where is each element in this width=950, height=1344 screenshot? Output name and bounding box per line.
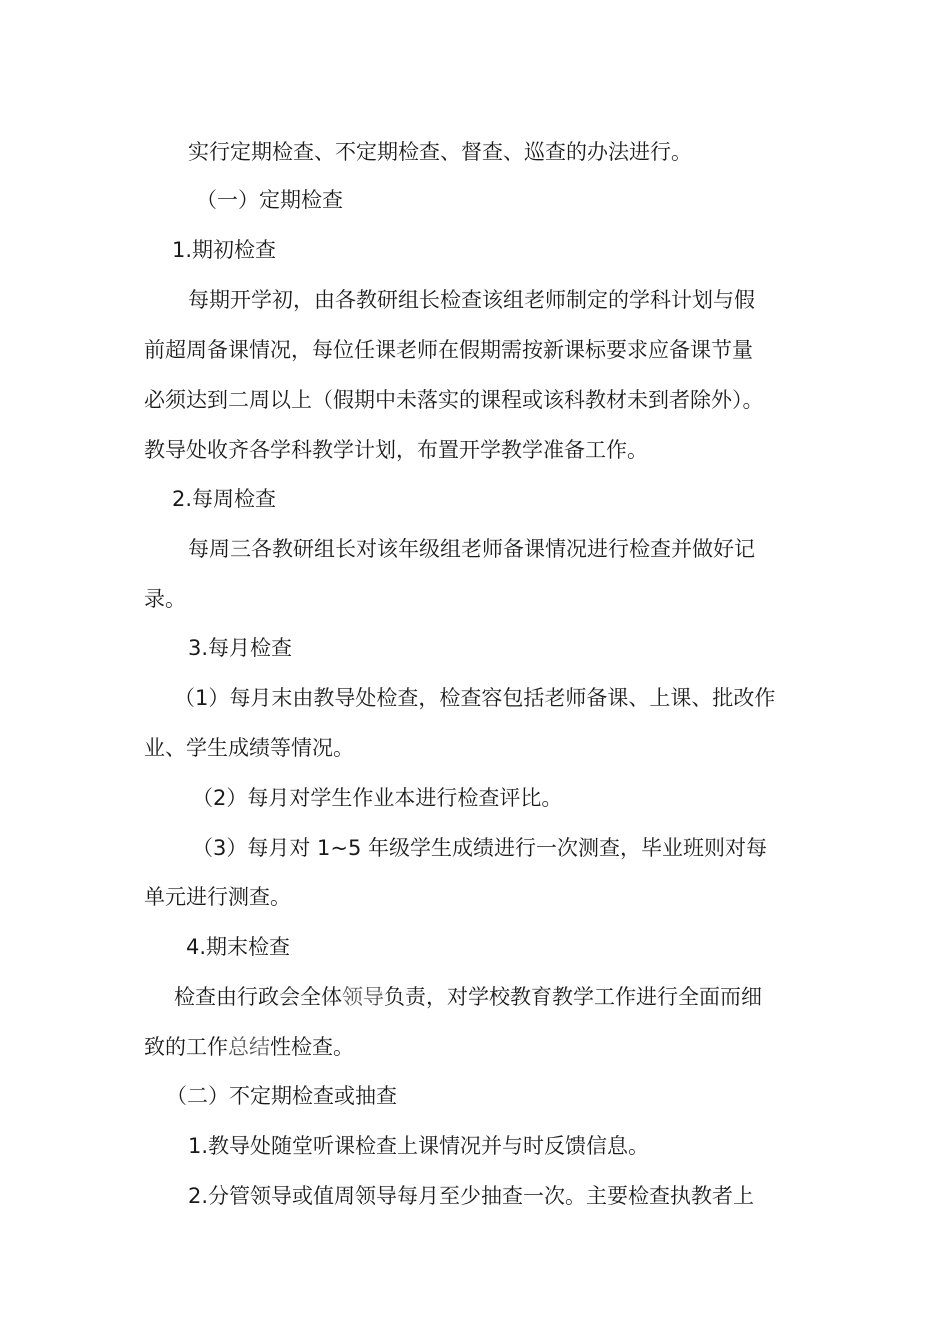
list-item: （1）每月末由教导处检查，检查容包括老师备课、上课、批改作 [174,686,776,710]
paragraph-line: 教导处收齐各学科教学计划，布置开学教学准备工作。 [144,438,648,462]
text-segment: 致的工作 [144,1035,228,1059]
paragraph-line: 单元进行测查。 [144,885,291,909]
subsection-heading: 1.期初检查 [172,238,277,262]
subsection-heading: 4.期末检查 [186,935,291,959]
paragraph-line: 必须达到二周以上（假期中未落实的课程或该科教材未到者除外）。 [144,388,764,412]
subsection-heading: 3.每月检查 [188,636,293,660]
paragraph-line: 业、学生成绩等情况。 [144,736,354,760]
list-item: （3）每月对 1~5 年级学生成绩进行一次测查，毕业班则对每 [192,836,768,860]
paragraph-line: 前超周备课情况，每位任课老师在假期需按新课标要求应备课节量 [144,338,753,362]
subsection-heading: 2.每周检查 [172,487,277,511]
text-segment: 性检查。 [270,1035,354,1059]
paragraph-line: 录。 [144,587,186,611]
text-segment: 检查由行政会全体 [174,985,342,1009]
section-heading: （一）定期检查 [196,188,343,212]
text-segment: 负责，对学校教育教学工作进行全面而细 [384,985,762,1009]
text-segment: 总结 [228,1035,270,1059]
paragraph-line [174,983,762,1011]
paragraph-line [144,1033,354,1061]
section-heading: （二）不定期检查或抽查 [166,1084,397,1108]
text-segment: 领导 [342,985,384,1009]
list-item: （2）每月对学生作业本进行检查评比。 [192,786,563,810]
paragraph-line: 每期开学初，由各教研组长检查该组老师制定的学科计划与假 [188,288,755,312]
list-item: 1.教导处随堂听课检查上课情况并与时反馈信息。 [188,1134,650,1158]
paragraph-line: 实行定期检查、不定期检查、督查、巡查的办法进行。 [188,140,692,164]
list-item: 2.分管领导或值周领导每月至少抽查一次。主要检查执教者上 [188,1184,755,1208]
paragraph-line: 每周三各教研组长对该年级组老师备课情况进行检查并做好记 [188,537,755,561]
